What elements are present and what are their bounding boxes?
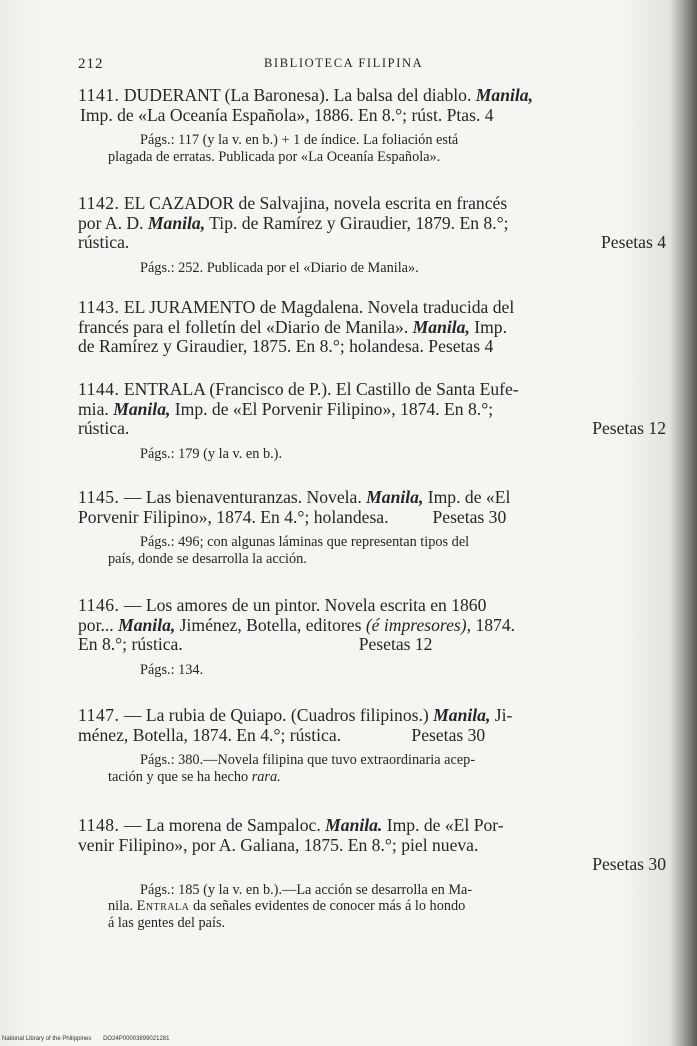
entry-number: 1147. <box>78 705 120 725</box>
catalog-entry-1141: 1141. DUDERANT (La Baronesa). La balsa del diablo. Manila, Imp. de «La Oceanía Española», 1886. En 8.°; rúst. Ptas. 4 Págs.: 117 (y la v. en b.) + 1 de índice. La foliación está plagada de erratas. Publicada por «La Oceanía Española». <box>78 86 666 165</box>
entry-note: Págs.: 185 (y la v. en b.).—La acción se desarrolla en Ma- nila. Entrala da señales evidentes de conocer más á lo hondo á las gentes del país. <box>108 881 473 931</box>
entry-number: 1146. <box>78 595 120 615</box>
entry-number: 1142. <box>78 193 120 213</box>
catalog-entry-1144: 1144. ENTRALA (Francisco de P.). El Castillo de Santa Eufe- mia. Manila, Imp. de «El Porvenir Filipino», 1874. En 8.°; rústica. Pesetas 12 Págs.: 179 (y la v. en b.). <box>78 379 666 462</box>
entry-note: Págs.: 117 (y la v. en b.) + 1 de índice. La foliación está plagada de erratas. Publicada por «La Oceanía Española». <box>108 132 459 165</box>
footer-code: DO24P00003899021281 <box>103 1036 170 1042</box>
catalog-entry-1143: 1143. EL JURAMENTO de Magdalena. Novela traducida del francés para el folletín del «Diario de Manila». Manila, Imp. de Ramírez y Giraudier, 1875. En 8.°; holandesa. Pesetas 4 <box>78 297 515 356</box>
entry-note: Págs.: 134. <box>140 661 204 678</box>
scan-footer <box>2 1036 179 1042</box>
entry-note: Págs.: 179 (y la v. en b.). <box>140 445 283 462</box>
entry-note: Págs.: 380.—Novela filipina que tuvo extraordinaria acep- tación y que se ha hecho rara. <box>108 752 476 785</box>
footer-library: National Library of the Philippines <box>2 1036 92 1042</box>
entry-number: 1148. <box>78 815 120 835</box>
entry-number: 1144. <box>78 379 120 399</box>
page-header <box>0 56 697 76</box>
entry-number: 1145. <box>78 487 120 507</box>
running-title: BIBLIOTECA FILIPINA <box>264 56 424 70</box>
entry-number: 1143. <box>78 297 120 317</box>
page-number: 212 <box>78 56 104 72</box>
catalog-entry-1147: 1147. — La rubia de Quiapo. (Cuadros filipinos.) Manila, Ji- ménez, Botella, 1874. En 4.°; rústica. Pesetas 30 Págs.: 380.—Novela filipina que tuvo extraordinaria acep- tación y que se ha hecho rara. <box>78 706 666 785</box>
entry-note: Págs.: 496; con algunas láminas que representan tipos del país, donde se desarrolla la acción. <box>108 534 470 567</box>
catalog-entry-1142: 1142. EL CAZADOR de Salvajina, novela escrita en francés por A. D. Manila, Tip. de Ramírez y Giraudier, 1879. En 8.°; rústica. Pesetas 4 Págs.: 252. Publicada por el «Diario de Manila». <box>78 193 666 276</box>
entry-price: Pesetas 30 <box>592 854 666 874</box>
entry-note: Págs.: 252. Publicada por el «Diario de Manila». <box>140 259 419 276</box>
entry-number: 1141. <box>78 85 120 105</box>
entry-price: Pesetas 4 <box>601 232 666 252</box>
catalog-entry-1148: 1148. — La morena de Sampaloc. Manila. Imp. de «El Por- venir Filipino», por A. Galiana, 1875. En 8.°; piel nueva. Pesetas 30 Págs.: 185 (y la v. en b.).—La acción se desarrolla en Ma- nila. Entrala da señales evidentes de conocer más á lo hondo á las gentes del país. <box>78 815 666 931</box>
catalog-entry-1145: 1145. — Las bienaventuranzas. Novela. Manila, Imp. de «El Porvenir Filipino», 1874. En 4.°; holandesa. Pesetas 30 Págs.: 496; con algunas láminas que representan tipos del país, donde se desarrolla la acción. <box>78 488 666 567</box>
entry-price: Pesetas 12 <box>592 418 666 438</box>
catalog-entry-1146: 1146. — Los amores de un pintor. Novela escrita en 1860 por... Manila, Jiménez, Botella, editores (é impresores), 1874. En 8.°; rústica. Pesetas 12 Págs.: 134. <box>78 596 666 678</box>
